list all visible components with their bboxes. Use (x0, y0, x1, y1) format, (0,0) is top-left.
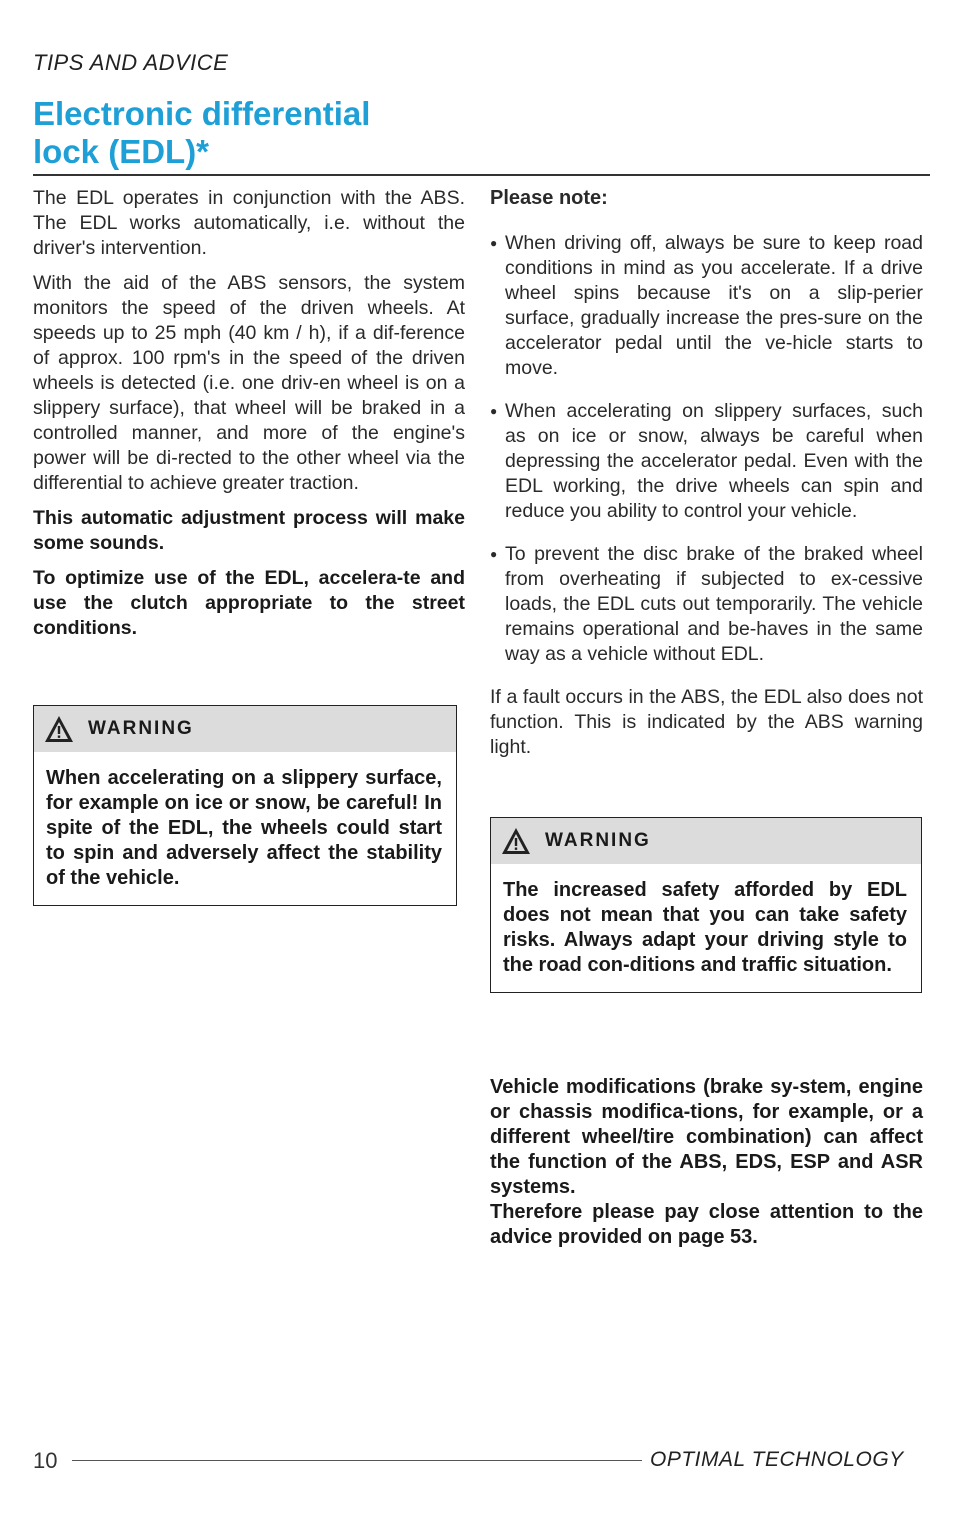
vehicle-modifications-note (490, 1075, 923, 1250)
warning-box-left (33, 705, 457, 906)
title-line-2: lock (EDL)* (33, 133, 210, 170)
warning-text: When accelerating on a slippery surface, for example on ice or snow, be careful! In spite of the EDL, the wheels could start to spin and adversely affect the stability of the vehicle. (46, 767, 442, 889)
paragraph-fault: If a fault occurs in the ABS, the EDL also does not function. This is indicated by the ABS warning light. (490, 686, 923, 758)
bullet-icon: ● (490, 236, 498, 250)
vehicle-mod-text: Vehicle modifications (brake sy-stem, engine or chassis modifica-tions, for example, or a different wheel/tire combination) can affect the function of the ABS, EDS, ESP and ASR systems. (490, 1076, 923, 1198)
warning-text: The increased safety afforded by EDL does not mean that you can take safety risks. Always adapt your driving style to the road con-ditions and traffic situation. (503, 879, 907, 976)
paragraph-optimize: To optimize use of the EDL, accelera-te and use the clutch appropriate to the street conditions. (33, 567, 465, 639)
bullet-text: When accelerating on slippery surfaces, such as on ice or snow, always be careful when depressing the accelerator pedal. Even with the EDL working, the drive wheels can spin and reduce you ability to control your vehicle. (505, 400, 923, 522)
vehicle-mod-reference: Therefore please pay close attention to the advice provided on page 53. (490, 1201, 923, 1248)
warning-header (491, 818, 921, 864)
note-bullet (490, 542, 923, 667)
warning-box-right (490, 817, 922, 993)
left-column (33, 186, 465, 651)
page-number: 10 (33, 1448, 58, 1473)
warning-label: WARNING (545, 830, 651, 851)
bullet-text: When driving off, always be sure to keep road conditions in mind as you accelerate. If a drive wheel spins because it's on a slip-perier surface, gradually increase the pres-sure on the accelerator pedal until the ve-hicle starts to move. (505, 232, 923, 379)
title-line-1: Electronic differential (33, 95, 371, 132)
bullet-icon: ● (490, 404, 498, 418)
paragraph-edl-intro: The EDL operates in conjunction with the ABS. The EDL works automatically, i.e. without the driver's intervention. (33, 187, 465, 259)
header-divider (33, 174, 930, 176)
paragraph-sounds: This automatic adjustment process will make some sounds. (33, 507, 465, 554)
warning-triangle-icon (501, 826, 531, 856)
footer-divider (72, 1460, 642, 1461)
bullet-text: To prevent the disc brake of the braked wheel from overheating if subjected to ex-cessive loads, the EDL cuts out temporarily. The vehicle remains operational and be-haves in the same way as a vehicle without EDL. (505, 543, 923, 665)
paragraph-edl-function: With the aid of the ABS sensors, the system monitors the speed of the driven wheels. At speeds up to 25 mph (40 km / h), if a dif-ference of approx. 100 rpm's in the speed of the driven wheels is detected (i.e. one driv-en wheel is on a slippery surface), that wheel will be braked in a controlled manner, and more of the engine's power will be di-rected to the other wheel via the differential to achieve greater traction. (33, 272, 465, 494)
right-column (490, 186, 923, 770)
page-title (33, 95, 370, 171)
warning-header (34, 706, 456, 752)
section-label: TIPS AND ADVICE (33, 50, 229, 75)
note-heading: Please note: (490, 187, 608, 209)
note-bullet (490, 231, 923, 381)
warning-triangle-icon (44, 714, 74, 744)
chapter-title: OPTIMAL TECHNOLOGY (650, 1448, 904, 1471)
note-bullet (490, 399, 923, 524)
warning-label: WARNING (88, 718, 194, 739)
bullet-icon: ● (490, 547, 498, 561)
